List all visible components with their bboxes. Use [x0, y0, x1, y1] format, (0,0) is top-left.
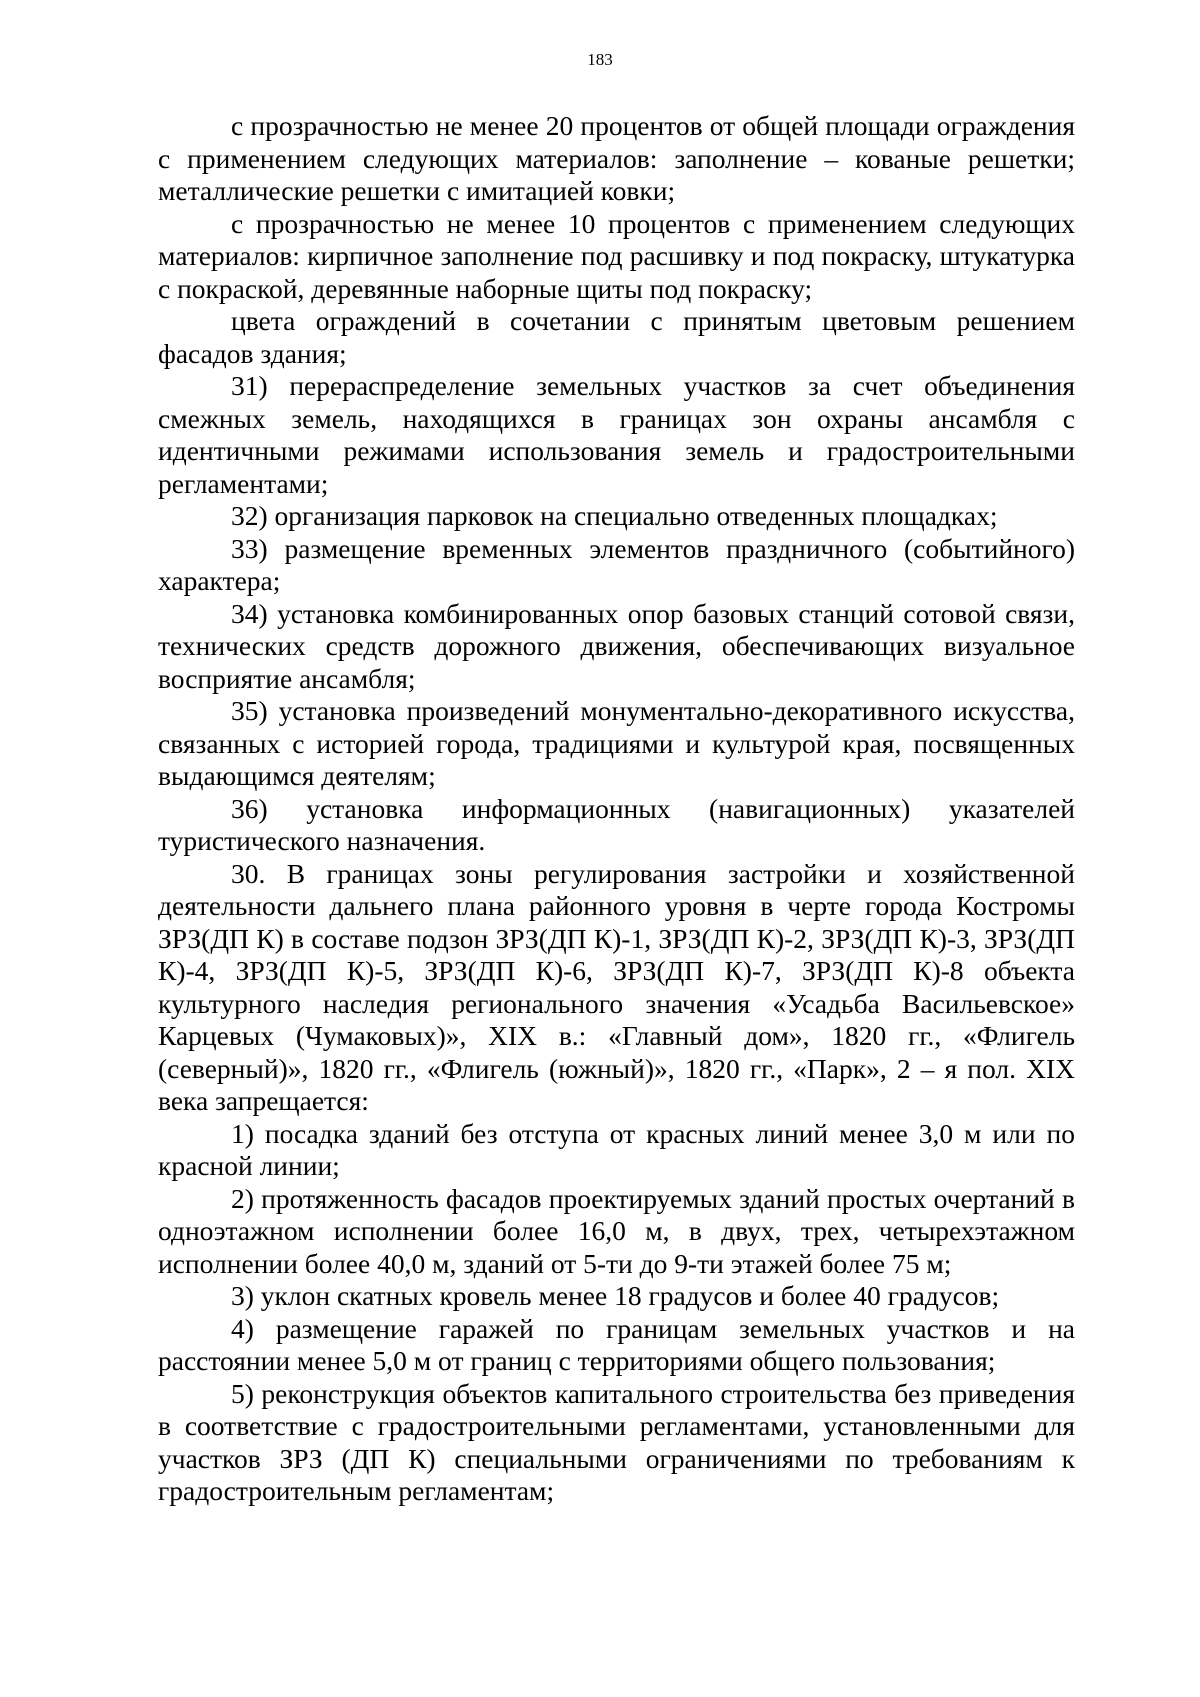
- paragraph-item-33: 33) размещение временных элементов праздничного (событийного) характера;: [158, 532, 1075, 596]
- page-number: 183: [587, 50, 613, 69]
- paragraph-prohibition-4: 4) размещение гаражей по границам земельных участков и на расстоянии менее 5,0 м от границ с территориями общего пользования;: [158, 1312, 1075, 1376]
- paragraph-prohibition-5: 5) реконструкция объектов капитального строительства без приведения в соответствие с градостроительными регламентами, установленными для участков ЗРЗ (ДП К) специальными ограничениями по требованиям к градостроительным регламентам;: [158, 1377, 1075, 1506]
- paragraph-item-32: 32) организация парковок на специально отведенных площадках;: [231, 500, 998, 531]
- paragraph-prohibition-1: 1) посадка зданий без отступа от красных линий менее 3,0 м или по красной линии;: [158, 1117, 1075, 1181]
- paragraph-transparency-20: с прозрачностью не менее 20 процентов от общей площади ограждения с применением следующих материалов: заполнение – кованые решетки; металлические решетки с имитацией ковки;: [158, 110, 1075, 206]
- paragraph-prohibition-3: 3) уклон скатных кровель менее 18 градусов и более 40 градусов;: [231, 1280, 1000, 1311]
- paragraph-item-34: 34) установка комбинированных опор базовых станций сотовой связи, технических средств дорожного движения, обеспечивающих визуальное восприятие ансамбля;: [158, 597, 1075, 694]
- paragraph-item-31: 31) перераспределение земельных участков за счет объединения смежных земель, находящихся в границах зон охраны ансамбля с идентичными режимами использования земель и градостроительными регламентами;: [158, 370, 1075, 499]
- paragraph-section-30: 30. В границах зоны регулирования застройки и хозяйственной деятельности дальнего плана районного уровня в черте города Костромы ЗРЗ(ДП К) в составе подзон ЗРЗ(ДП К)-1, ЗРЗ(ДП К)-2, ЗРЗ(ДП К)-3, ЗРЗ(ДП К)-4, ЗРЗ(ДП К)-5, ЗРЗ(ДП К)-6, ЗРЗ(ДП К)-7, ЗРЗ(ДП К)-8 объекта культурного наследия регионального значения «Усадьба Васильевское» Карцевых (Чумаковых)», XIX в.: «Главный дом», 1820 гг., «Флигель (северный)», 1820 гг., «Флигель (южный)», 1820 гг., «Парк», 2 – я пол. XIX века запрещается:: [158, 857, 1075, 1116]
- document-body: [158, 110, 1075, 1508]
- paragraph-item-35: 35) установка произведений монументально-декоративного искусства, связанных с историей города, традициями и культурой края, посвященных выдающимся деятелям;: [158, 695, 1075, 791]
- paragraph-fence-colors: цвета ограждений в сочетании с принятым цветовым решением фасадов здания;: [158, 305, 1075, 369]
- paragraph-transparency-10: с прозрачностью не менее 10 процентов с применением следующих материалов: кирпичное заполнение под расшивку и под покраску, штукатурка с покраской, деревянные наборные щиты под покраску;: [158, 207, 1075, 304]
- paragraph-item-36: 36) установка информационных (навигационных) указателей туристического назначения.: [158, 792, 1075, 856]
- paragraph-prohibition-2: 2) протяженность фасадов проектируемых зданий простых очертаний в одноэтажном исполнении более 16,0 м, в двух, трех, четырехэтажном исполнении более 40,0 м, зданий от 5-ти до 9-ти этажей более 75 м;: [158, 1182, 1075, 1279]
